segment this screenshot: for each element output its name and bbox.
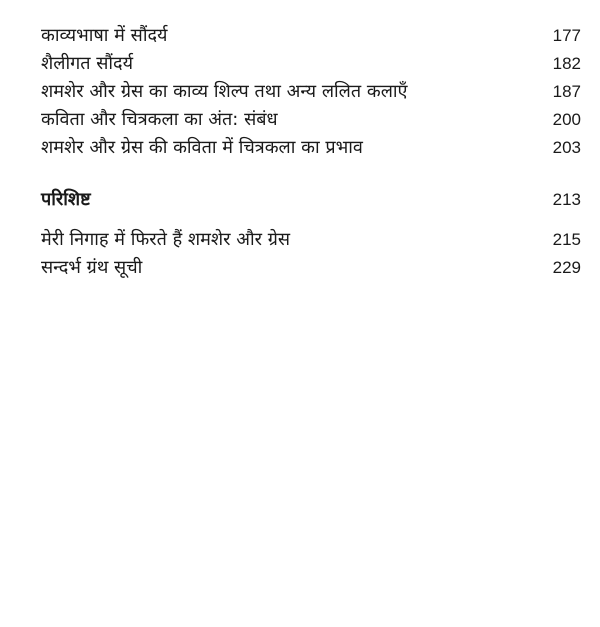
appendix-entry-page: 229 — [552, 258, 581, 277]
appendix-heading — [41, 186, 581, 214]
toc-entry-page: 203 — [552, 138, 581, 157]
toc-entry-page: 187 — [552, 82, 581, 101]
toc-entry-page: 177 — [552, 26, 581, 45]
toc-entry-title: शमशेर और ग्रेस की कविता में चित्रकला का प्रभाव — [41, 137, 363, 158]
toc-entry-title: शैलीगत सौंदर्य — [41, 53, 134, 74]
toc-entry-page: 182 — [552, 54, 581, 73]
toc-entry-title: कविता और चित्रकला का अंत: संबंध — [41, 109, 278, 130]
toc-entry-title: शमशेर और ग्रेस का काव्य शिल्प तथा अन्य ललित कलाएँ — [41, 81, 408, 102]
toc-entry — [41, 106, 581, 134]
appendix-entry-page: 215 — [552, 230, 581, 249]
toc-entry — [41, 134, 581, 162]
toc-entry — [41, 78, 581, 106]
appendix-entry-title: मेरी निगाह में फिरते हैं शमशेर और ग्रेस — [41, 229, 291, 250]
appendix-entry-title: सन्दर्भ ग्रंथ सूची — [41, 257, 143, 278]
appendix-entry — [41, 254, 581, 282]
toc-entry — [41, 22, 581, 50]
toc-entry — [41, 50, 581, 78]
appendix-page: 213 — [552, 190, 581, 209]
appendix-title: परिशिष्ट — [41, 189, 91, 210]
table-of-contents — [41, 22, 581, 282]
appendix-list — [41, 226, 581, 282]
appendix-entry — [41, 226, 581, 254]
toc-entry-title: काव्यभाषा में सौंदर्य — [41, 25, 168, 46]
toc-entry-page: 200 — [552, 110, 581, 129]
